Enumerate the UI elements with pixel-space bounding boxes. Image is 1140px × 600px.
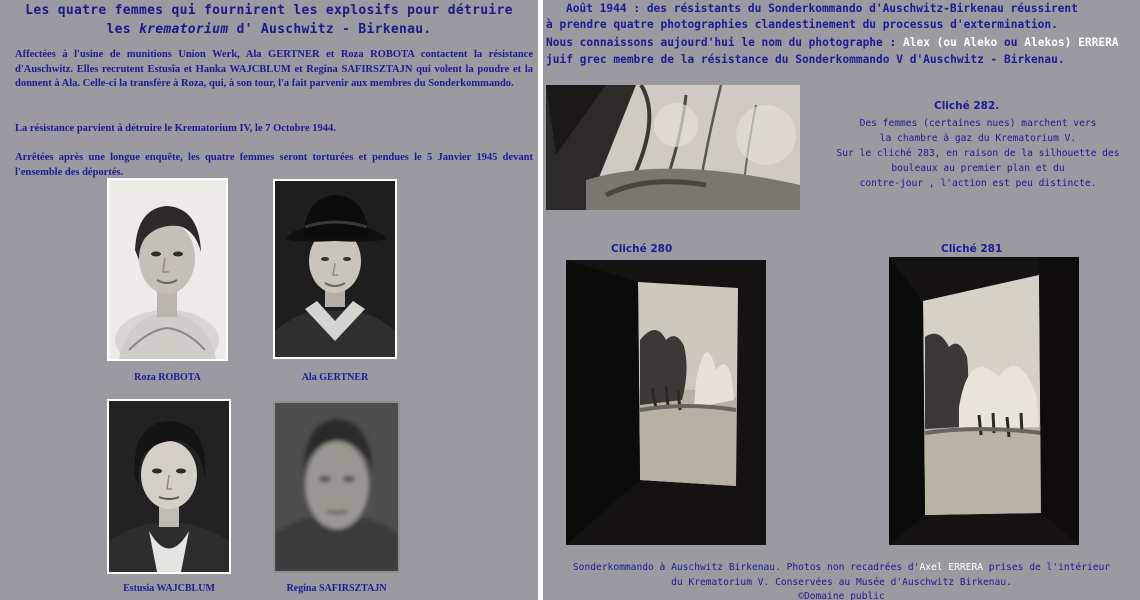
caption-regina-safirsztajn: Regina SAFIRSZTAJN bbox=[286, 583, 387, 594]
footer-line1: Sonderkommando à Auschwitz Birkenau. Photos non recadrées d'Axel ERRERA prises de l'intérieur bbox=[572, 562, 1111, 573]
right-panel bbox=[543, 0, 1140, 600]
caption-ala-gertner: Ala GERTNER bbox=[301, 372, 369, 383]
portrait-estusia-wajcblum bbox=[107, 399, 231, 574]
photo-cliche-281 bbox=[889, 257, 1079, 545]
footer-copyright: ©Domaine public bbox=[798, 591, 885, 600]
caption-roza-robota: Roza ROBOTA bbox=[134, 372, 201, 383]
portrait-roza-robota bbox=[107, 178, 228, 361]
photographer-name-alekos: Alekos) ERRERA bbox=[1024, 36, 1119, 49]
right-header-line4: juif grec membre de la résistance du Sonderkommando V d'Auschwitz - Birkenau. bbox=[546, 53, 1065, 66]
caption-estusia-wajcblum: Estusia WAJCBLUM bbox=[123, 583, 215, 594]
krematorium-destroyed-paragraph: La résistance parvient à détruire le Krematorium IV, le 7 Octobre 1944. bbox=[15, 123, 336, 134]
right-header-line2: à prendre quatre photographies clandestinement du processus d'extermination. bbox=[546, 18, 1058, 31]
left-title-line1: Les quatre femmes qui fournirent les explosifs pour détruire bbox=[25, 3, 513, 18]
photographer-name-aleko: Aleko bbox=[963, 36, 998, 49]
footer-line2: du Krematorium V. Conservées au Musée d'Auschwitz Birkenau. bbox=[671, 577, 1012, 588]
right-header-line1: Août 1944 : des résistants du Sonderkommando d'Auschwitz-Birkenau réussirent bbox=[566, 2, 1078, 15]
right-header-line3: Nous connaissons aujourd'hui le nom du photographe : Alex (ou Aleko ou Alekos) ERRERA bbox=[546, 36, 1119, 49]
left-panel bbox=[0, 0, 538, 600]
cliche-282-label: Cliché 282. bbox=[934, 100, 1000, 112]
portrait-ala-gertner bbox=[273, 179, 397, 359]
krematorium-italic: krematorium bbox=[138, 22, 229, 37]
photo-cliche-280 bbox=[566, 260, 766, 545]
photographer-name-alex: Alex (ou bbox=[902, 36, 964, 49]
photographer-name-axel: Axel ERRERA bbox=[919, 562, 984, 573]
portrait-regina-safirsztajn bbox=[273, 401, 400, 573]
execution-paragraph: Arrêtées après une longue enquête, les quatre femmes seront torturées et pendues le 5 Janvier 1945 devant l'ensemble des déportés. bbox=[15, 152, 533, 178]
photo-cliche-282 bbox=[546, 85, 800, 210]
intro-paragraph: Affectées à l'usine de munitions Union Werk, Ala GERTNER et Roza ROBOTA contactent la résistance d'Auschwitz. Elles recrutent Estusîa et Hanka WAJCBLUM et Regina SAFIRSZTAJN qui volent la poudre et la donnent à Ala. Celle-ci la transfère à Roza, qui, à son tour, l'a fait parvenir aux membres du Sonderkommando. bbox=[15, 49, 533, 89]
cliche-280-label: Cliché 280 bbox=[611, 243, 673, 255]
cliche-281-label: Cliché 281 bbox=[941, 243, 1003, 255]
cliche-282-description: Des femmes (certaines nues) marchent vers la chambre à gaz du Krematorium V. Sur le cliché 283, en raison de la silhouette des bouleaux au premier plan et du contre-jour , l'action est peu distincte. bbox=[836, 118, 1120, 189]
left-title-line2: les krematorium d' Auschwitz - Birkenau. bbox=[106, 22, 432, 37]
